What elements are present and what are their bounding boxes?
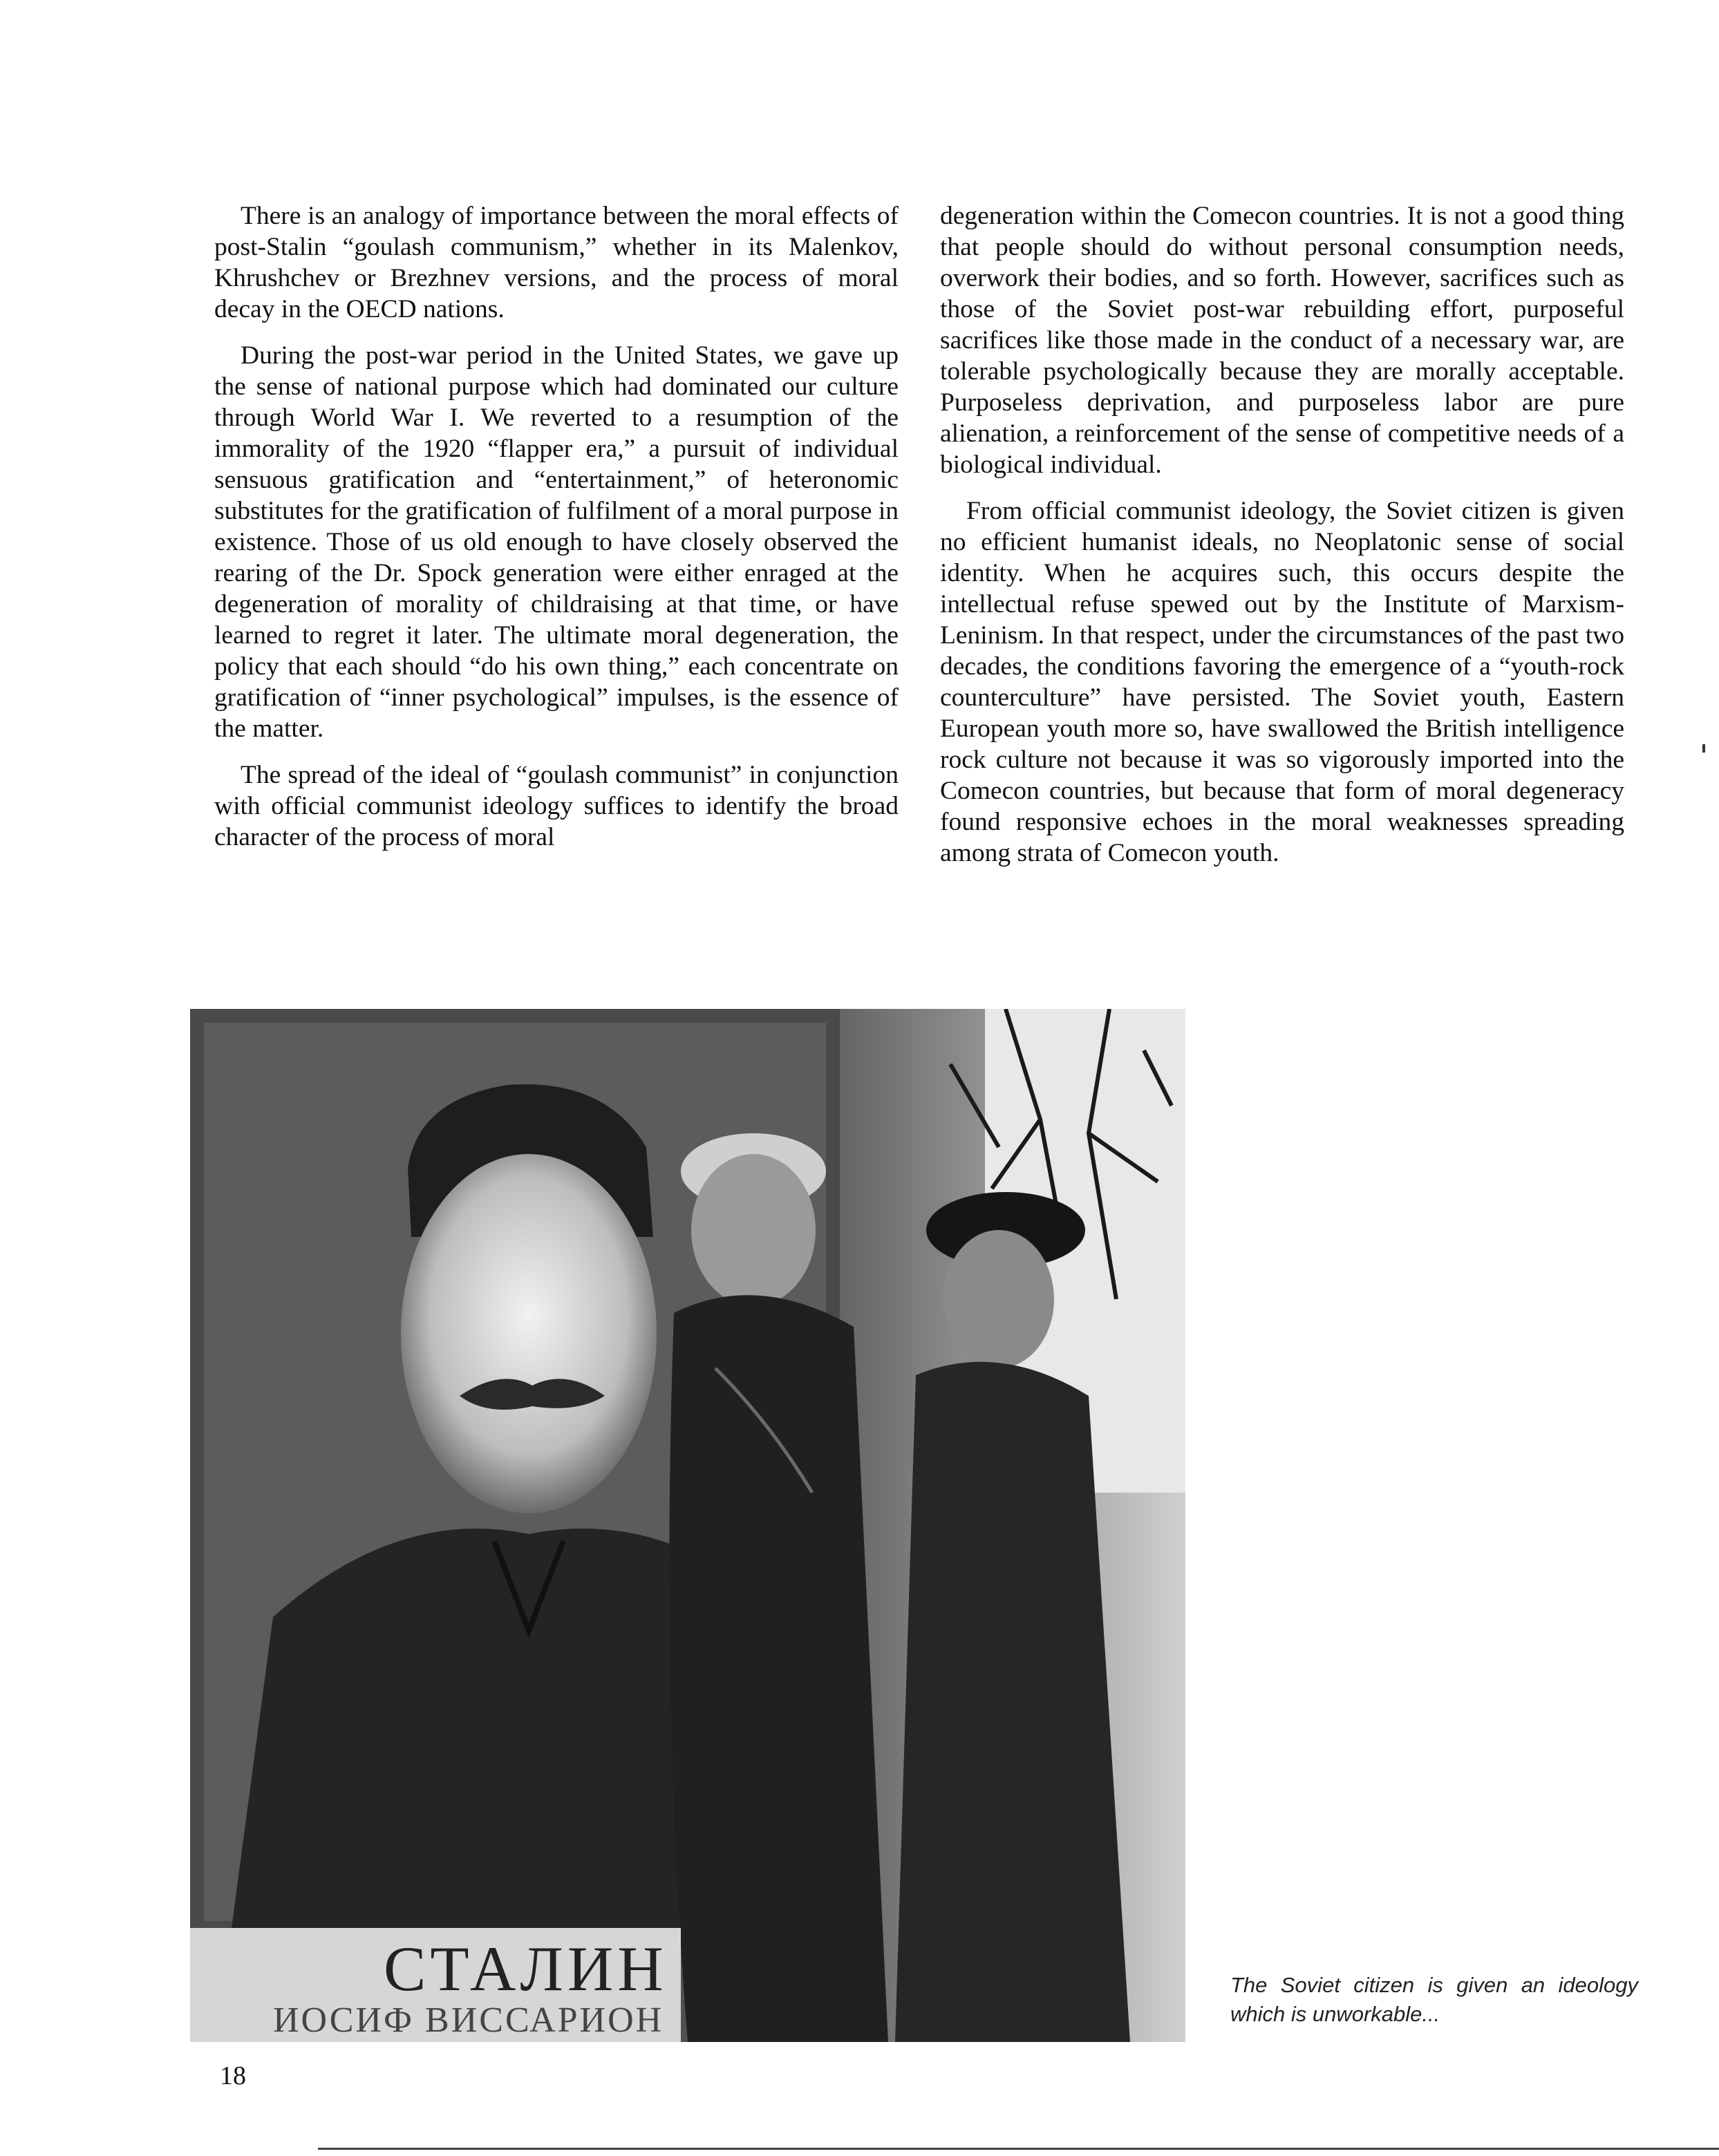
paragraph: During the post-war period in the United States, we gave up the sense of national purpose which had dominated our culture through World War I. We reverted to a resumption of the immorality of the 1920 “flapper era,” a pursuit of individual sensuous gratification and “entertainment,” of heteronomic substitutes for the gratification of fulfilment of a moral purpose in existence. Those of us old enough to have closely observed the rearing of the Dr. Spock generation were either enraged at the degeneration of morality of childraising at that time, or have learned to regret it later. The ultimate moral degeneration, the policy that each should “do his own thing,” each concentrate on gratification of “inner psychological” impulses, is the essence of the matter. [214,341,899,743]
bottom-rule [318,2148,1719,2150]
paragraph: There is an analogy of importance between the moral effects of post-Stalin “goulash communism,” whether in its Malenkov, Khrushchev or Brezhnev versions, and the process of moral decay in the OECD nations. [214,202,899,323]
paragraph: From official communist ideology, the Soviet citizen is given no efficient humanist ideals, no Neoplatonic sense of social identity. When he acquires such, this occurs despite the intellectual refuse spewed out by the Institute of Marxism-Leninism. In that respect, under the circumstances of the past two decades, the conditions favoring the emergence of a “youth-rock counterculture” have persisted. The Soviet youth, Eastern European youth more so, have swallowed the British intelligence rock culture not because it was so vigorously imported into the Comecon countries, but because that form of moral degeneracy found responsive echoes in the moral weaknesses spreading among strata of Comecon youth. [940,497,1624,867]
sign-name-text: СТАЛИН [384,1933,668,2004]
photograph [190,1009,1185,2042]
paragraph: The spread of the ideal of “goulash communist” in conjunction with official communist ideology suffices to identify the broad character of the process of moral [214,761,899,851]
stray-mark [1702,744,1705,753]
photo-illustration [190,1009,1185,2042]
sign-subtitle-text: ИОСИФ ВИССАРИОН [273,2001,664,2040]
photo-caption: The Soviet citizen is given an ideology which is unworkable... [1230,1973,1638,2026]
page-number: 18 [220,2061,246,2090]
left-text-column [214,200,899,868]
right-text-column [940,200,1624,884]
paragraph: degeneration within the Comecon countries. It is not a good thing that people should do without personal consumption needs, overwork their bodies, and so forth. However, sacrifices such as those of the Soviet post-war rebuilding effort, purposeful sacrifices like those made in the conduct of a necessary war, are tolerable psychologically because they are morally acceptable. Purposeless deprivation, and purposeless labor are pure alienation, a reinforcement of the sense of competitive needs of a biological individual. [940,202,1624,479]
